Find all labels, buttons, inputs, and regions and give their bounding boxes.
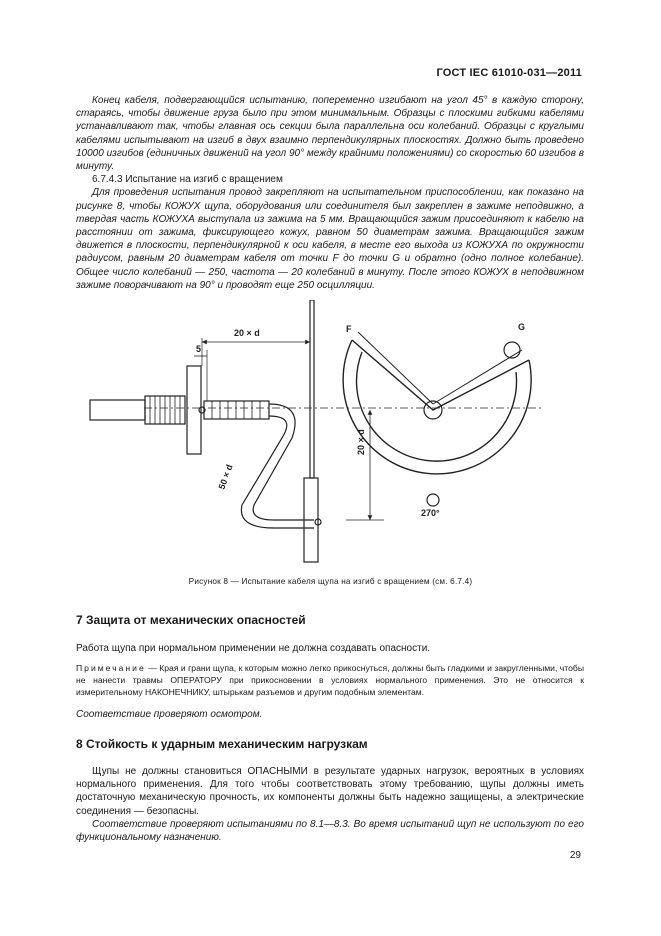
- paragraph-bending-45: Конец кабеля, подвергающийся испытанию, попеременно изгибают на угол 45° в каждую сторону, стараясь, чтобы движение груза было при этом минимальным. Образцы с плоскими гибкими кабелями устанавливают так, чтобы главная ось секции была параллельна оси колебаний. Образцы с круглыми кабелями испытывают на изгиб в двух взаимно перпендикулярных плоскостях. Должно быть проведено 10000 изгибов (единичных движений на угол 90° между крайними положениями) со скоростью 60 изгибов в минуту.: [76, 95, 584, 173]
- section-7-heading: 7 Защита от механических опасностей: [76, 613, 306, 627]
- label-20d-side: 20 × d: [356, 429, 366, 455]
- label-270: 270°: [421, 508, 440, 518]
- lever-rod: [310, 300, 314, 478]
- label-G: G: [518, 322, 526, 332]
- section-7-note: [76, 662, 584, 699]
- bending-test-drawing: [84, 300, 584, 578]
- bottom-marker: [427, 494, 439, 506]
- note-label: Примечание: [76, 663, 146, 673]
- figure-caption: Рисунок 8 — Испытание кабеля щупа на изгиб с вращением (см. 6.7.4): [188, 577, 473, 586]
- figure-8-diagram: [84, 300, 584, 578]
- label-5: 5: [196, 344, 202, 354]
- cable-bend: [253, 404, 314, 520]
- rotation-arc-outer: [343, 340, 531, 474]
- page-number: 29: [569, 850, 581, 861]
- section-7-text: [76, 642, 584, 655]
- section-7-paragraph: Работа щупа при нормальном применении не должна создавать опасности.: [76, 643, 431, 654]
- section-8-heading: 8 Стойкость к ударным механическим нагрузкам: [76, 737, 368, 751]
- section-7-compliance: Соответствие проверяют осмотром.: [76, 709, 263, 720]
- label-50d: 50 × d: [216, 463, 235, 491]
- paragraph-rotation-test: Для проведения испытания провод закрепляют на испытательном приспособлении, как показано на рисунке 8, чтобы КОЖУХ щупа, оборудования или соединителя был закреплен в зажиме неподвижно, а твердая часть КОЖУХА выступала из зажима на 5 мм. Вращающийся зажим присоединяют к кабелю на расстоянии от зажима, фиксирующего кожух, равном 50 диаметрам зажима. Вращающийся зажим движется в плоскости, перпендикулярной к оси кабеля, в месте его выхода из КОЖУХА по окружности радиусом, равным 20 диаметрам кабеля от точки F до точки G и обратно (одно полное колебание). Общее число колебаний — 250, частота — 20 колебаний в минуту. После этого КОЖУХ в неподвижном зажиме поворачивают на 90° и проводят еще 250 осцилляции.: [76, 187, 584, 291]
- label-20d-top: 20 × d: [234, 328, 260, 338]
- section-8-compliance: Соответствие проверяют испытаниями по 8.1—8.3. Во время испытаний щуп не используют по его функциональному назначению.: [76, 818, 584, 844]
- probe-handle: [90, 400, 145, 420]
- standard-header: ГОСТ IEC 61010-031—2011: [436, 67, 582, 79]
- section-8-paragraph: Щупы не должны становиться ОПАСНЫМИ в результате ударных нагрузок, вероятных в условиях нормального применения. Для того чтобы соответствовать этому требованию, щупы должны иметь достаточную механическую прочность, их компоненты должны быть надежно защищены, а электрические соединения — безопасны.: [76, 766, 584, 817]
- label-F: F: [346, 324, 352, 334]
- note-text: — Края и грани щупа, к которым можно легко прикоснуться, должны быть гладкими и закругленными, чтобы не нанести травмы ОПЕРАТОРУ при прикосновении в условиях нормального применения. Это не относится к измерительному НАКОНЕЧНИКУ, штырькам разъемов и другим подобным элементам.: [76, 663, 584, 698]
- top-text-block: [76, 94, 584, 292]
- cable-boot: [204, 401, 269, 419]
- subclause-6-7-4-3: 6.7.4.3 Испытание на изгиб с вращением: [92, 174, 283, 186]
- section-8-text: [76, 765, 584, 844]
